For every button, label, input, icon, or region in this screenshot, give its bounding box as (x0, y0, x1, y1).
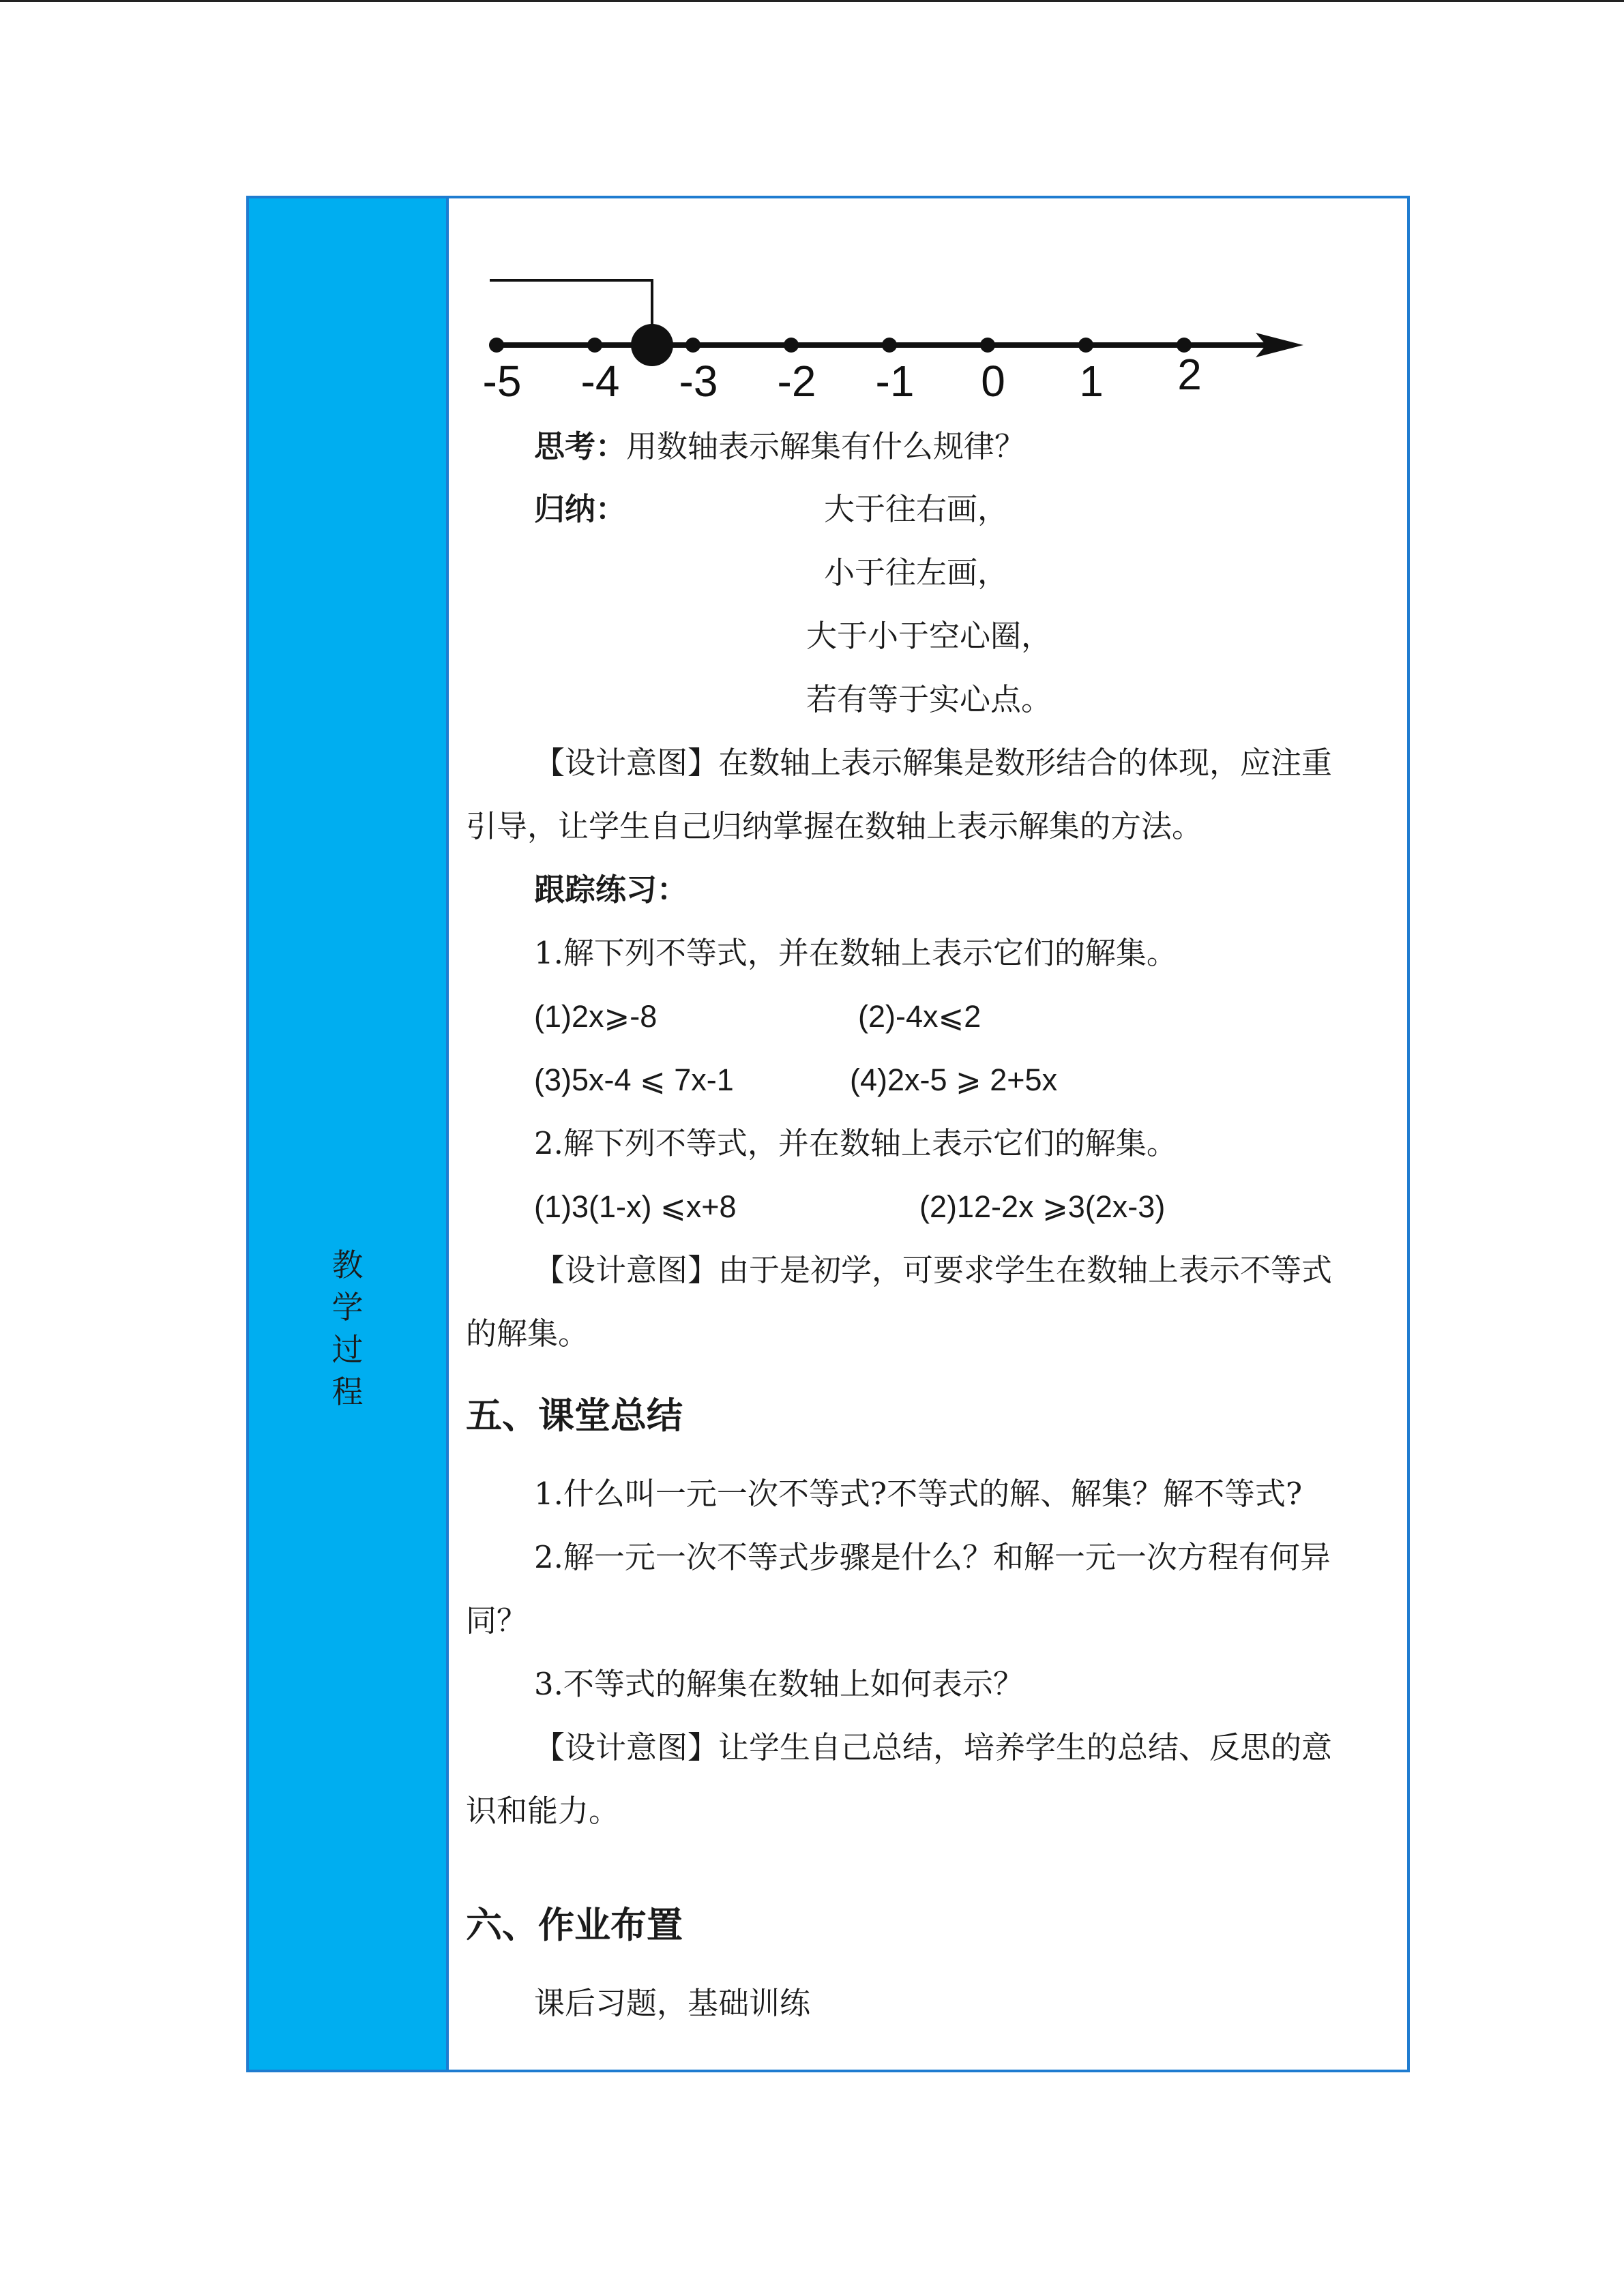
tick-mark (882, 338, 897, 353)
tick-label: -2 (777, 357, 816, 406)
tick-mark (980, 338, 995, 353)
side-label (249, 1244, 446, 1413)
tick-label: 2 (1177, 350, 1202, 399)
solution-point-solid (631, 324, 673, 366)
summary-question: 同？ (466, 1602, 528, 1639)
summary-line: 大于小于空心圈， (806, 618, 1052, 654)
content-cell (449, 198, 1407, 2070)
tick-mark (489, 338, 504, 353)
practice-item: (2)-4x⩽2 (858, 999, 981, 1034)
tick-mark (685, 338, 700, 353)
solution-ray (490, 280, 652, 345)
summary-line: 若有等于实心点。 (806, 681, 1052, 717)
think-label: 思考： (534, 428, 627, 464)
summary-label: 归纳： (534, 491, 627, 527)
tick-mark (587, 338, 602, 353)
number-line-diagram (482, 236, 1334, 406)
section-heading: 六、作业布置 (466, 1905, 683, 1946)
tick-label: 1 (1079, 357, 1104, 406)
side-label-char: 教 (331, 1247, 364, 1283)
lesson-table (246, 196, 1410, 2072)
side-label-char: 过 (331, 1331, 364, 1368)
practice-label: 跟踪练习： (534, 871, 688, 908)
think-text: 用数轴表示解集有什么规律？ (626, 428, 1026, 464)
section-heading: 五、课堂总结 (466, 1395, 683, 1437)
design-note-line: 【设计意图】由于是初学，可要求学生在数轴上表示不等式 (534, 1252, 1333, 1288)
summary-question: 3.不等式的解集在数轴上如何表示？ (534, 1666, 1024, 1702)
summary-question: 2.解一元一次不等式步骤是什么？和解一元一次方程有何异 (534, 1539, 1331, 1575)
summary-line: 小于往左画， (824, 554, 1009, 591)
think-line (534, 430, 1025, 464)
summary-line: 大于往右画， (824, 491, 1009, 527)
design-note-line: 【设计意图】让学生自己总结，培养学生的总结、反思的意 (534, 1729, 1333, 1765)
practice-question: 2.解下列不等式，并在数轴上表示它们的解集。 (534, 1125, 1177, 1161)
design-note-line: 识和能力。 (466, 1793, 620, 1829)
page-top-border (0, 0, 1624, 2)
tick-label: -1 (875, 357, 915, 406)
practice-item: (3)5x-4 ⩽ 7x-1 (534, 1062, 734, 1097)
summary-question: 1.什么叫一元一次不等式?不等式的解、解集？解不等式? (534, 1476, 1303, 1512)
tick-mark (1078, 338, 1093, 353)
tick-label: -3 (679, 357, 718, 406)
practice-item: (1)3(1-x) ⩽x+8 (534, 1189, 737, 1224)
tick-label: -5 (482, 357, 522, 406)
side-label-cell (249, 198, 449, 2070)
tick-label: 0 (981, 357, 1005, 406)
design-note-line: 引导，让学生自己归纳掌握在数轴上表示解集的方法。 (466, 808, 1203, 844)
practice-item: (1)2x⩾-8 (534, 999, 658, 1034)
practice-item: (4)2x-5 ⩾ 2+5x (850, 1062, 1058, 1097)
tick-mark (784, 338, 799, 353)
design-note-line: 的解集。 (466, 1315, 589, 1352)
tick-label: -4 (580, 357, 620, 406)
side-label-char: 学 (331, 1289, 364, 1326)
homework-text: 课后习题，基础训练 (534, 1985, 811, 2021)
practice-item: (2)12-2x ⩾3(2x-3) (919, 1189, 1166, 1224)
side-label-char: 程 (331, 1373, 364, 1410)
practice-question: 1.解下列不等式，并在数轴上表示它们的解集。 (534, 935, 1177, 971)
design-note-line: 【设计意图】在数轴上表示解集是数形结合的体现，应注重 (534, 745, 1333, 781)
